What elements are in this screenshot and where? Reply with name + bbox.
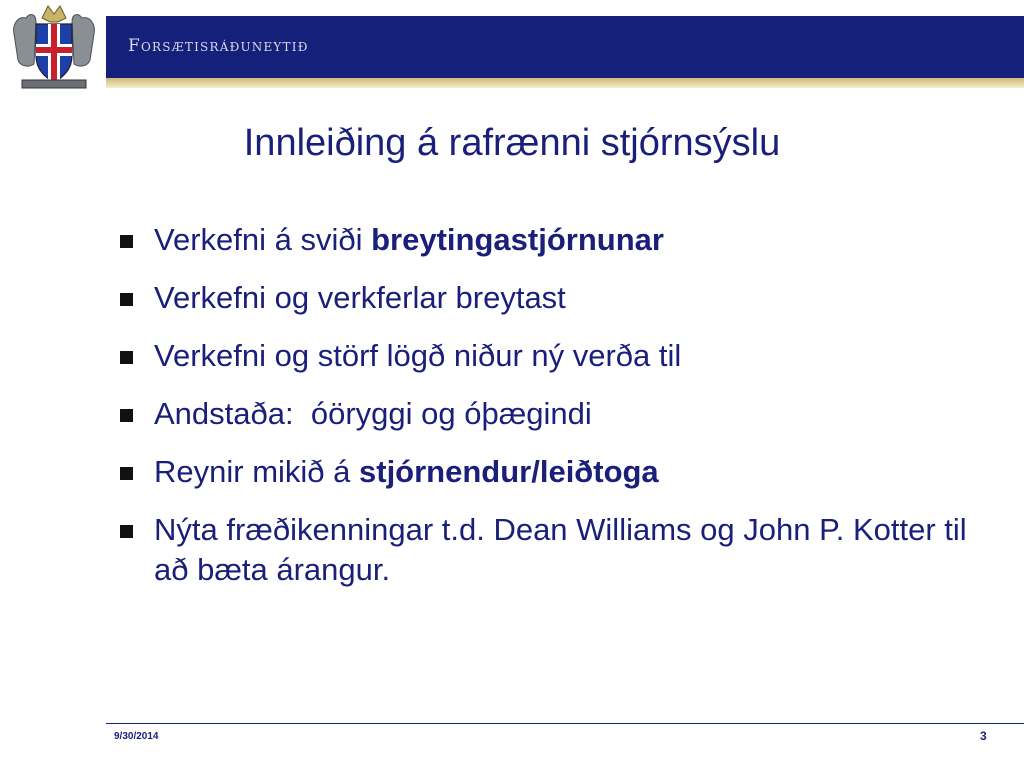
bullet-item — [116, 510, 976, 590]
header-bar — [106, 16, 1024, 78]
bullet-item — [116, 220, 976, 260]
bullet-text: Andstaða: óöryggi og óþægindi — [154, 396, 592, 431]
bullet-text-bold: breytingastjórnunar — [371, 222, 664, 257]
square-bullet-icon — [120, 409, 133, 422]
bullet-list — [116, 220, 976, 608]
bullet-item — [116, 452, 976, 492]
page-number: 3 — [980, 729, 987, 743]
bullet-item — [116, 394, 976, 434]
bullet-text: Reynir mikið á — [154, 454, 359, 489]
bullet-item — [116, 336, 976, 376]
bullet-text: Verkefni á sviði — [154, 222, 372, 257]
bullet-text: Verkefni og störf lögð niður ný verða til — [154, 338, 682, 373]
ministry-name: Forsætisráðuneytið — [128, 36, 309, 56]
slide-title: Innleiðing á rafrænni stjórnsýslu — [243, 122, 781, 164]
square-bullet-icon — [120, 351, 133, 364]
footer-divider — [106, 723, 1024, 724]
bullet-text: Nýta fræðikenningar t.d. Dean Williams og John P. Kotter til að bæta árangur. — [154, 512, 967, 587]
bullet-item — [116, 278, 976, 318]
bullet-text: Verkefni og verkferlar breytast — [154, 280, 566, 315]
footer-date: 9/30/2014 — [114, 731, 159, 742]
bullet-text-bold: stjórnendur/leiðtoga — [359, 454, 659, 489]
square-bullet-icon — [120, 525, 133, 538]
header-accent-line — [106, 78, 1024, 88]
square-bullet-icon — [120, 235, 133, 248]
square-bullet-icon — [120, 293, 133, 306]
square-bullet-icon — [120, 467, 133, 480]
icelandic-coat-of-arms-icon — [8, 4, 100, 92]
